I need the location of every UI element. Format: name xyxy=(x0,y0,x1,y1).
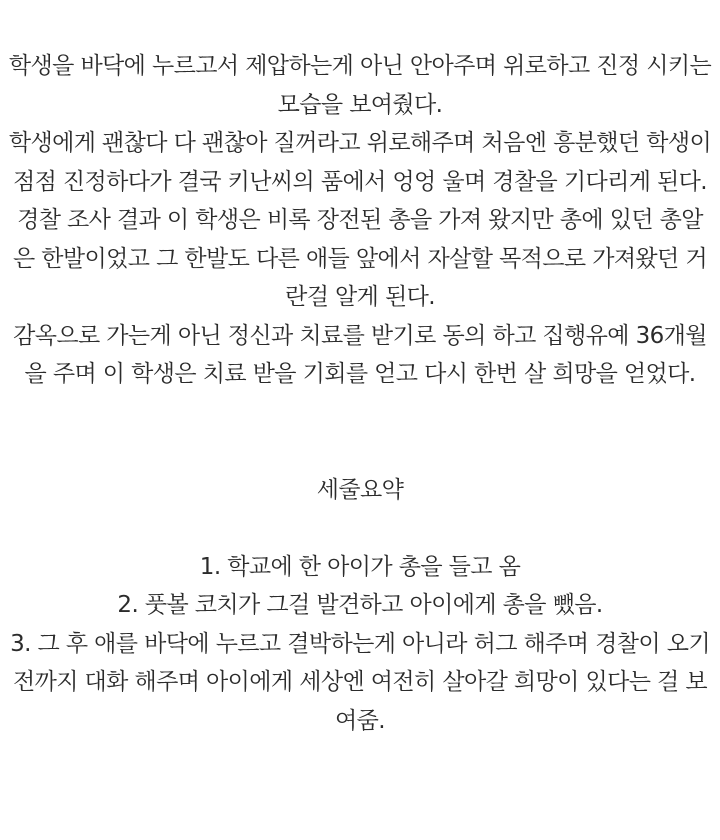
summary-list xyxy=(0,548,720,741)
article-paragraph: 학생을 바닥에 누르고서 제압하는게 아닌 안아주며 위로하고 진정 시키는 모습을 보여줬다. xyxy=(8,53,712,118)
summary-item: 2. 풋볼 코치가 그걸 발견하고 아이에게 총을 뺐음. xyxy=(117,592,603,618)
summary-title: 세줄요약 xyxy=(316,476,404,503)
article-paragraph: 경찰 조사 결과 이 학생은 비록 장전된 총을 가져 왔지만 총에 있던 총알은 한발이었고 그 한발도 다른 애들 앞에서 자살할 목적으로 가져왔던 거란걸 알게 된다. xyxy=(12,207,708,310)
section-spacer xyxy=(0,394,720,471)
article-paragraph: 학생에게 괜찮다 다 괜찮아 질꺼라고 위로해주며 처음엔 흥분했던 학생이 점점 진정하다가 결국 키난씨의 품에서 엉엉 울며 경찰을 기다리게 된다. xyxy=(8,130,712,195)
summary-item: 3. 그 후 애를 바닥에 누르고 결박하는게 아니라 허그 해주며 경찰이 오기 전까지 대화 해주며 아이에게 세상엔 여전히 살아갈 희망이 있다는 걸 보여줌. xyxy=(10,630,710,734)
article-paragraph: 감옥으로 가는게 아닌 정신과 치료를 받기로 동의 하고 집행유예 36개월을 주며 이 학생은 치료 받을 기회를 얻고 다시 한번 살 희망을 얻었다. xyxy=(13,322,707,387)
summary-item: 1. 학교에 한 아이가 총을 들고 옴 xyxy=(199,553,521,580)
section-spacer xyxy=(0,509,720,548)
